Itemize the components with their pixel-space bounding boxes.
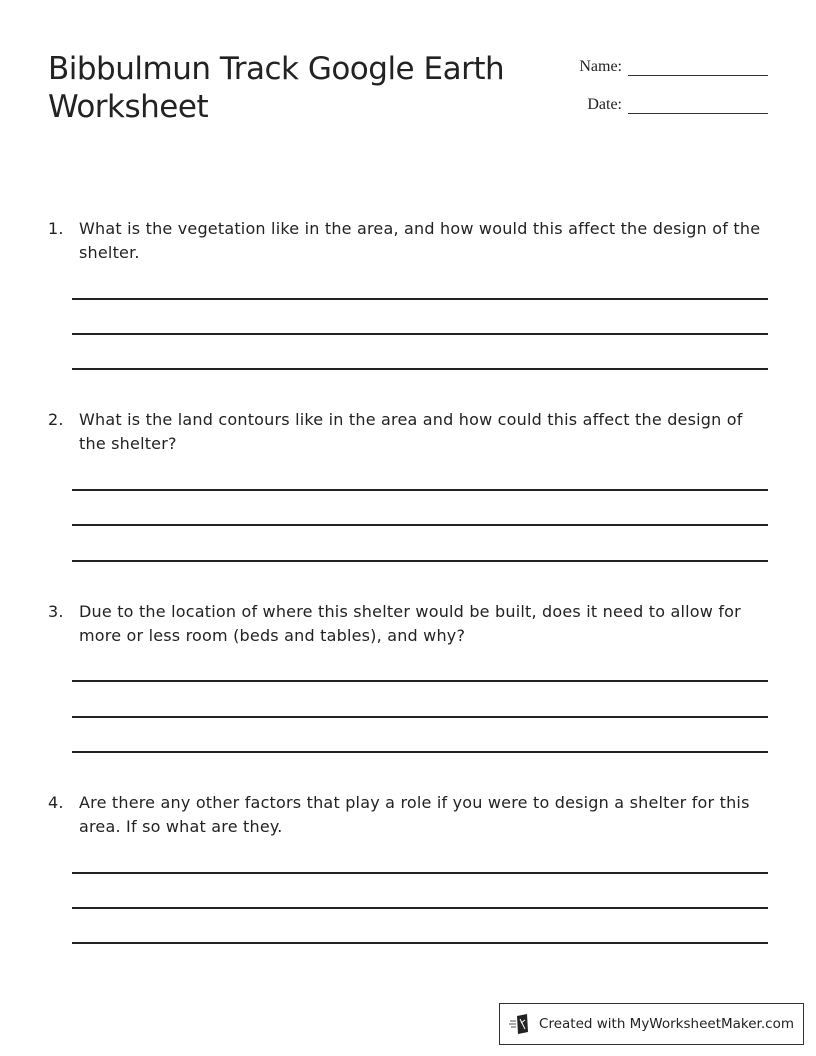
answer-line[interactable] [72,680,768,682]
question-text: Are there any other factors that play a role if you were to design a shelter for this area. If so what are they. [79,793,750,836]
question-text: Due to the location of where this shelter would be built, does it need to allow for more or less room (beds and tables), and why? [79,602,741,645]
answer-line[interactable] [72,872,768,874]
answer-line[interactable] [72,524,768,526]
name-row [579,54,768,76]
answer-line[interactable] [72,489,768,491]
question-number: 4. [48,793,64,812]
answer-line[interactable] [72,716,768,718]
question-text: What is the vegetation like in the area, and how would this affect the design of the shelter. [79,219,761,262]
question-number: 2. [48,410,64,429]
answer-line[interactable] [72,560,768,562]
answer-line[interactable] [72,907,768,909]
question-4 [48,791,768,839]
question-number: 3. [48,602,64,621]
footer-text: Created with MyWorksheetMaker.com [539,1016,794,1032]
answer-line[interactable] [72,298,768,300]
name-label: Name: [579,58,622,75]
footer-badge[interactable] [499,1003,804,1045]
question-text: What is the land contours like in the area and how could this affect the design of the shelter? [79,410,743,453]
date-row [579,92,768,114]
page-title: Bibbulmun Track Google Earth Worksheet [48,51,505,125]
answer-line[interactable] [72,333,768,335]
date-label: Date: [587,96,622,113]
question-3 [48,600,768,648]
question-number: 1. [48,219,64,238]
date-field[interactable] [628,95,768,114]
answer-line[interactable] [72,368,768,370]
name-field[interactable] [628,57,768,76]
answer-line[interactable] [72,942,768,944]
question-2 [48,408,768,456]
worksheet-maker-logo-icon [509,1013,531,1035]
answer-line[interactable] [72,751,768,753]
student-info [579,54,768,130]
question-1 [48,217,768,265]
